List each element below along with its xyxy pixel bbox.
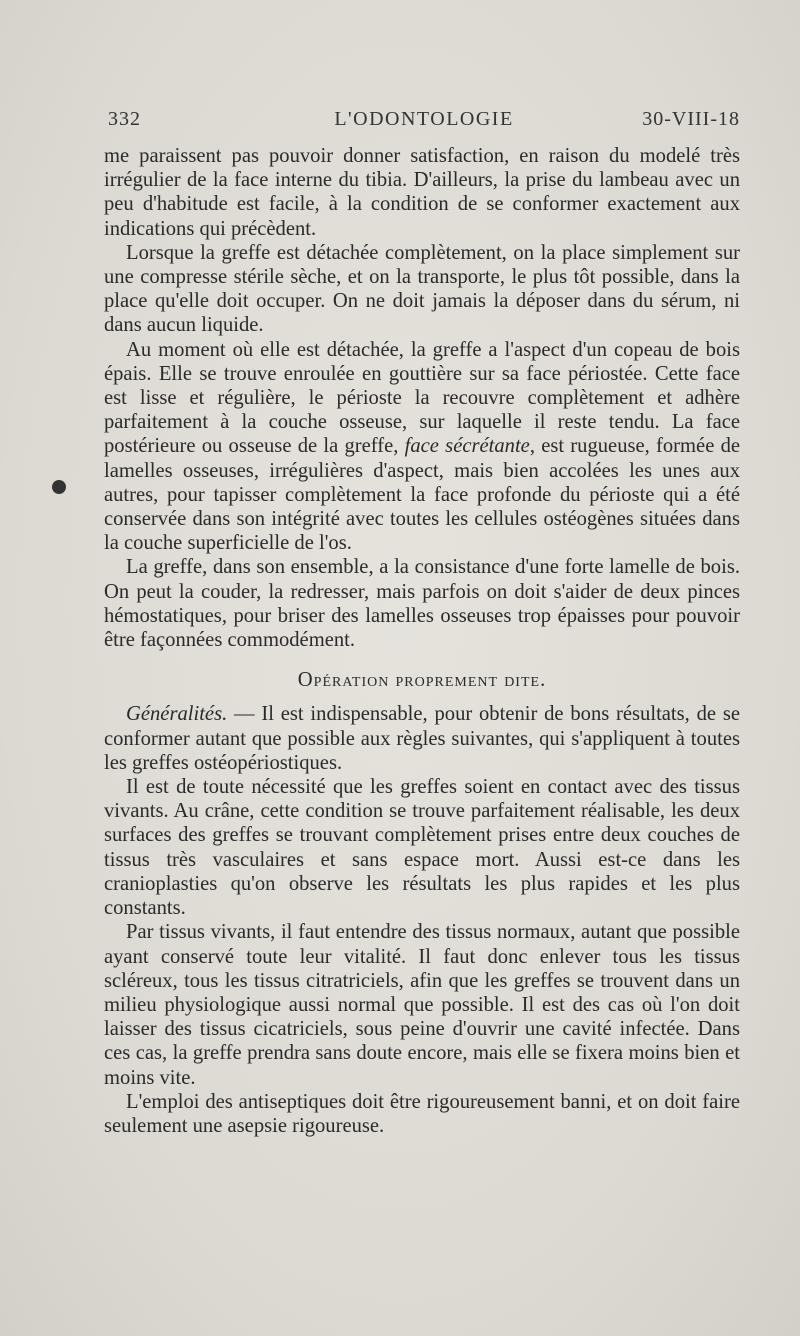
italic-term: face sécrétante [404, 435, 530, 458]
issue-date: 30-VIII-18 [642, 108, 740, 130]
section-heading: Opération proprement dite. [297, 669, 547, 692]
paragraph [104, 702, 740, 775]
running-header [108, 108, 740, 138]
paragraph: L'emploi des antiseptiques doit être rigoureusement banni, et on doit faire seulement une asepsie rigoureuse. [104, 1090, 740, 1137]
paragraph: me paraissent pas pouvoir donner satisfaction, en raison du modelé très irrégulier de la face interne du tibia. D'ailleurs, la prise du lambeau avec un peu d'habitude est facile, à la condition de se conformer exactement aux indications qui précèdent. [104, 145, 740, 240]
journal-title: L'ODONTOLOGIE [334, 108, 514, 130]
paragraph-text: — Il est indispensable, pour obtenir de bons résultats, de se conformer autant que possible aux règles suivantes, qui s'appliquent à toutes les greffes ostéopériostiques. [104, 703, 740, 774]
italic-lead: Généralités. [126, 703, 228, 726]
paragraph-text: , est rugueuse, formée de lamelles osseuses, irrégulières d'aspect, mais bien accolées les unes aux autres, pour tapisser complètement la face profonde du périoste qui a été conservée dans son intégrité avec toutes les cellules ostéogènes situées dans la couche superficielle de l'os. [104, 435, 741, 555]
body-text [104, 144, 740, 1138]
paragraph: Lorsque la greffe est détachée complètement, on la place simplement sur une compresse stérile sèche, et on la transporte, le plus tôt possible, dans la place qu'elle doit occuper. On ne doit jamais la déposer dans du sérum, ni dans aucun liquide. [104, 241, 740, 337]
paragraph [104, 338, 740, 556]
ink-spot-icon [52, 480, 66, 494]
page-number: 332 [108, 108, 141, 130]
paragraph: La greffe, dans son ensemble, a la consistance d'une forte lamelle de bois. On peut la couder, la redresser, mais parfois on doit s'aider de deux pinces hémostatiques, pour briser des lamelles osseuses trop épaisses pour pouvoir être façonnées commodément. [104, 556, 740, 652]
paragraph: Par tissus vivants, il faut entendre des tissus normaux, autant que possible ayant conservé toute leur vitalité. Il faut donc enlever tous les tissus scléreux, tous les tissus citratriciels, afin que les greffes se trouvent dans un milieu physiologique aussi normal que possible. Il est des cas où l'on doit laisser des tissus cicatriciels, sous peine d'ouvrir une cavité infectée. Dans ces cas, la greffe prendra sans doute encore, mais elle se fixera moins bien et moins vite. [104, 921, 740, 1089]
paragraph-text: Au moment où elle est détachée, la greffe a l'aspect d'un copeau de bois épais. Elle se trouve enroulée en gouttière sur sa face périostée. Cette face est lisse et régulière, le périoste la recouvre complètement et adhère parfaitement à la couche osseuse, sur laquelle il reste tendu. La face postérieure ou osseuse de la greffe, [104, 338, 740, 458]
paragraph: Il est de toute nécessité que les greffes soient en contact avec des tissus vivants. Au crâne, cette condition se trouve parfaitement réalisable, les deux surfaces des greffes se trouvant complètement prises entre deux couches de tissus très vasculaires et sans espace mort. Aussi est-ce dans les cranioplasties qu'on observe les résultats les plus rapides et les plus constants. [104, 776, 740, 920]
